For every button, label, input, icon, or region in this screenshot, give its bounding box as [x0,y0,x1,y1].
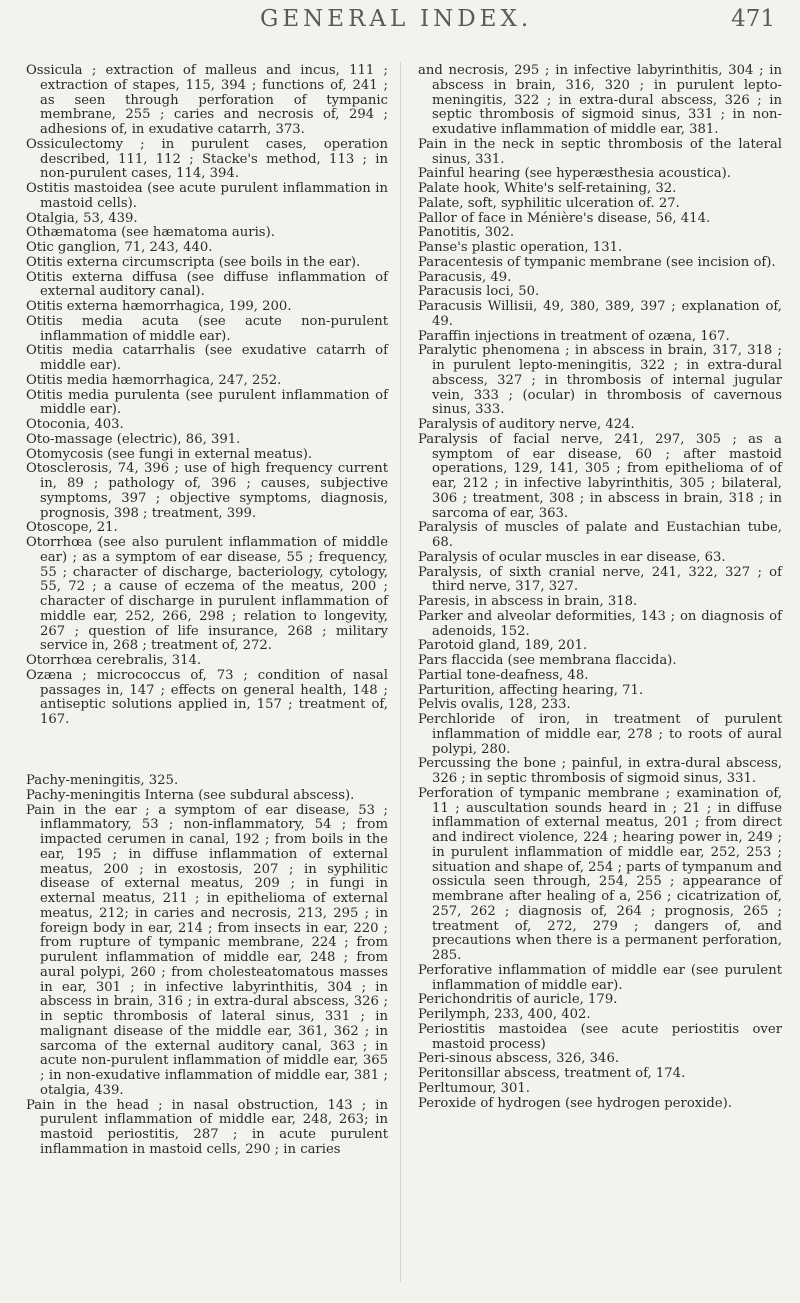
index-entry: Paresis, in abscess in brain, 318. [418,594,638,609]
index-entry: Otitis media purulenta (see purulent inflammation of middle ear). [26,387,388,418]
index-entry: Otitis externa hæmorrhagica, 199, 200. [26,299,292,314]
index-entry: Pelvis ovalis, 128, 233. [418,697,571,713]
left-column [26,64,388,1158]
index-entry: Otitis media catarrhalis (see exudative catarrh of middle ear). [26,343,388,373]
index-entry: Paralytic phenomena ; in abscess in brain, 317, 318 ; in purulent lepto-meningitis, 322 ; in extra-dural abscess, 327 ; in thrombosis of internal jugular vein, 333 ; (ocular) in thrombosis of cavernous sinus, 333. [418,343,782,418]
index-entry: Parker and alveolar deformities, 143 ; on diagnosis of adenoids, 152. [418,608,782,639]
index-entry: Paraffin injections in treatment of ozæna, 167. [418,328,730,344]
right-column [418,64,782,1111]
page-number: 471 [731,6,775,32]
index-entry: Ossicula ; extraction of malleus and incus, 111 ; extraction of stapes, 115, 394 ; functions of, 241 ; as seen through perforation of tympanic membrane, 255 ; caries and necrosis of, 294 ; adhesions of, in exudative catarrh, 373. [26,63,388,137]
index-entry: Ozæna ; micrococcus of, 73 ; condition of nasal passages in, 147 ; effects on general health, 148 ; antiseptic solutions applied in, 157 ; treatment of, 167. [26,667,388,727]
index-entry: Perichondritis of auricle, 179. [418,992,618,1008]
index-entry: Otitis externa circumscripta (see boils in the ear). [26,254,361,270]
index-entry: Paracusis loci, 50. [418,284,540,300]
index-entry: Paralysis of auditory nerve, 424. [418,417,635,432]
index-entry: Otitis media hæmorrhagica, 247, 252. [26,372,282,388]
index-entry: and necrosis, 295 ; in infective labyrinthitis, 304 ; in abscess in brain, 316, 320 ; in purulent lepto-meningitis, 322 ; in extra-dural abscess, 326 ; in septic thrombosis of sigmoid sinus, 331 ; in non-exudative inflammation of middle ear, 381. [418,63,782,137]
index-entry: Percussing the bone ; painful, in extra-dural abscess, 326 ; in septic thrombosis of sigmoid sinus, 331. [418,756,782,786]
index-entry: Ostitis mastoidea (see acute purulent inflammation in mastoid cells). [26,181,388,211]
section-gap [26,741,388,761]
index-entry: Pain in the head ; in nasal obstruction, 143 ; in purulent inflammation of middle ear, 248, 263; in mastoid periostitis, 287 ; in acute purulent inflammation in mastoid cells, 290 ; in caries [26,1097,388,1157]
index-entry: Paralysis of muscles of palate and Eustachian tube, 68. [418,520,782,550]
index-entry: Paracentesis of tympanic membrane (see incision of). [418,254,776,270]
index-entry: Paralysis, of sixth cranial nerve, 241, 322, 327 ; of third nerve, 317, 327. [418,564,782,595]
index-entry: Paralysis of facial nerve, 241, 297, 305 ; as a symptom of ear disease, 60 ; after mastoid operations, 129, 141, 305 ; from epithelioma of of ear, 212 ; in infective labyrinthitis, 305 ; bilateral, 306 ; treatment, 308 ; in abscess in brain, 318 ; in sarcoma of ear, 363. [418,431,782,521]
index-entry: Pachy-meningitis Interna (see subdural abscess). [26,787,355,803]
index-entry: Painful hearing (see hyperæsthesia acoustica). [418,166,732,182]
index-entry: Peroxide of hydrogen (see hydrogen peroxide). [418,1095,732,1111]
header-title-right: INDEX. [420,6,533,32]
index-entry: Otitis media acuta (see acute non-purulent inflammation of middle ear). [26,313,388,344]
index-entry: Paralysis of ocular muscles in ear disease, 63. [418,549,726,565]
column-divider [400,62,401,1282]
index-entry: Parturition, affecting hearing, 71. [418,682,644,698]
index-entry: Othæmatoma (see hæmatoma auris). [26,225,275,241]
index-entry: Otorrhœa (see also purulent inflammation of middle ear) ; as a symptom of ear disease, 55 ; frequency, 55 ; character of discharge, bacteriology, cytology, 55, 72 ; a cause of eczema of the meatus, 200 ; character of discharge in purulent inflammation of middle ear, 252, 266, 298 ; relation to longevity, 267 ; question of life insurance, 268 ; military service in, 268 ; treatment of, 272. [26,535,388,654]
index-entry: Otoconia, 403. [26,417,124,432]
index-entry: Periostitis mastoidea (see acute periostitis over mastoid process) [418,1021,782,1052]
index-entry: Perforation of tympanic membrane ; examination of, 11 ; auscultation sounds heard in ; 21 ; in diffuse inflammation of external meatus, 201 ; from direct and indirect violence, 224 ; hearing power in, 249 ; in purulent inflammation of middle ear, 252, 253 ; situation and shape of, 254 ; parts of tympanum and ossicula seen through, 254, 255 ; appearance of membrane after healing of a, 256 ; cicatrization of, 257, 262 ; diagnosis of, 264 ; prognosis, 265 ; treatment of, 272, 279 ; dangers of, and precautions when there is a permanent perforation, 285. [418,785,782,963]
running-header [30,6,775,46]
index-entry: Otorrhœa cerebralis, 314. [26,653,202,668]
index-entry: Otomycosis (see fungi in external meatus). [26,446,313,462]
index-entry: Peri-sinous abscess, 326, 346. [418,1051,620,1067]
index-entry: Oto-massage (electric), 86, 391. [26,431,241,447]
index-entry: Otoscope, 21. [26,520,118,536]
index-entry: Pachy-meningitis, 325. [26,773,179,789]
index-entry: Perltumour, 301. [418,1080,530,1096]
index-entry: Panse's plastic operation, 131. [418,240,623,255]
index-entry: Otosclerosis, 74, 396 ; use of high frequency current in, 89 ; pathology of, 396 ; causes, subjective symptoms, 397 ; objective symptoms, diagnosis, prognosis, 398 ; treatment, 399. [26,461,388,521]
index-entry: Otitis externa diffusa (see diffuse inflammation of external auditory canal). [26,269,388,300]
index-entry: Partial tone-deafness, 48. [418,667,589,683]
index-entry: Otic ganglion, 71, 243, 440. [26,240,213,255]
index-entry: Perchloride of iron, in treatment of purulent inflammation of middle ear, 278 ; to roots of aural polypi, 280. [418,712,782,757]
index-entry: Parotoid gland, 189, 201. [418,638,588,654]
index-entry: Pallor of face in Ménière's disease, 56, 414. [418,210,711,226]
index-entry: Ossiculectomy ; in purulent cases, operation described, 111, 112 ; Stacke's method, 113 ; in non-purulent cases, 114, 394. [26,136,388,182]
index-entry: Pars flaccida (see membrana flaccida). [418,653,677,668]
index-entry: Peritonsillar abscess, treatment of, 174. [418,1066,686,1081]
index-entry: Perilymph, 233, 400, 402. [418,1007,591,1022]
index-entry: Pain in the ear ; a symptom of ear disease, 53 ; inflammatory, 53 ; non-inflammatory, 54 ; from impacted cerumen in canal, 192 ; from boils in the ear, 195 ; in diffuse inflammation of external meatus, 200 ; in exostosis, 207 ; in syphilitic disease of external meatus, 209 ; in fungi in external meatus, 211 ; in epithelioma of external meatus, 212; in caries and necrosis, 213, 295 ; in foreign body in ear, 214 ; from insects in ear, 220 ; from rupture of tympanic membrane, 224 ; from purulent inflammation of middle ear, 248 ; from aural polypi, 260 ; from cholesteatomatous masses in ear, 301 ; in infective labyrinthitis, 304 ; in abscess in brain, 316 ; in extra-dural abscess, 326 ; in septic thrombosis of lateral sinus, 331 ; in malignant disease of the middle ear, 361, 362 ; in sarcoma of the external auditory canal, 363 ; in acute non-purulent inflammation of middle ear, 365 ; in non-exudative inflammation of middle ear, 381 ; otalgia, 439. [26,802,388,1098]
index-entry: Pain in the neck in septic thrombosis of the lateral sinus, 331. [418,136,782,167]
header-title-left: GENERAL [260,6,410,32]
index-entry: Paracusis Willisii, 49, 380, 389, 397 ; explanation of, 49. [418,299,782,329]
index-entry: Panotitis, 302. [418,225,515,241]
index-entry: Perforative inflammation of middle ear (see purulent inflammation of middle ear). [418,962,782,993]
index-entry: Palate hook, White's self-retaining, 32. [418,181,677,196]
index-entry: Paracusis, 49. [418,269,512,285]
index-entry: Otalgia, 53, 439. [26,210,138,226]
index-entry: Palate, soft, syphilitic ulceration of. 27. [418,195,680,211]
